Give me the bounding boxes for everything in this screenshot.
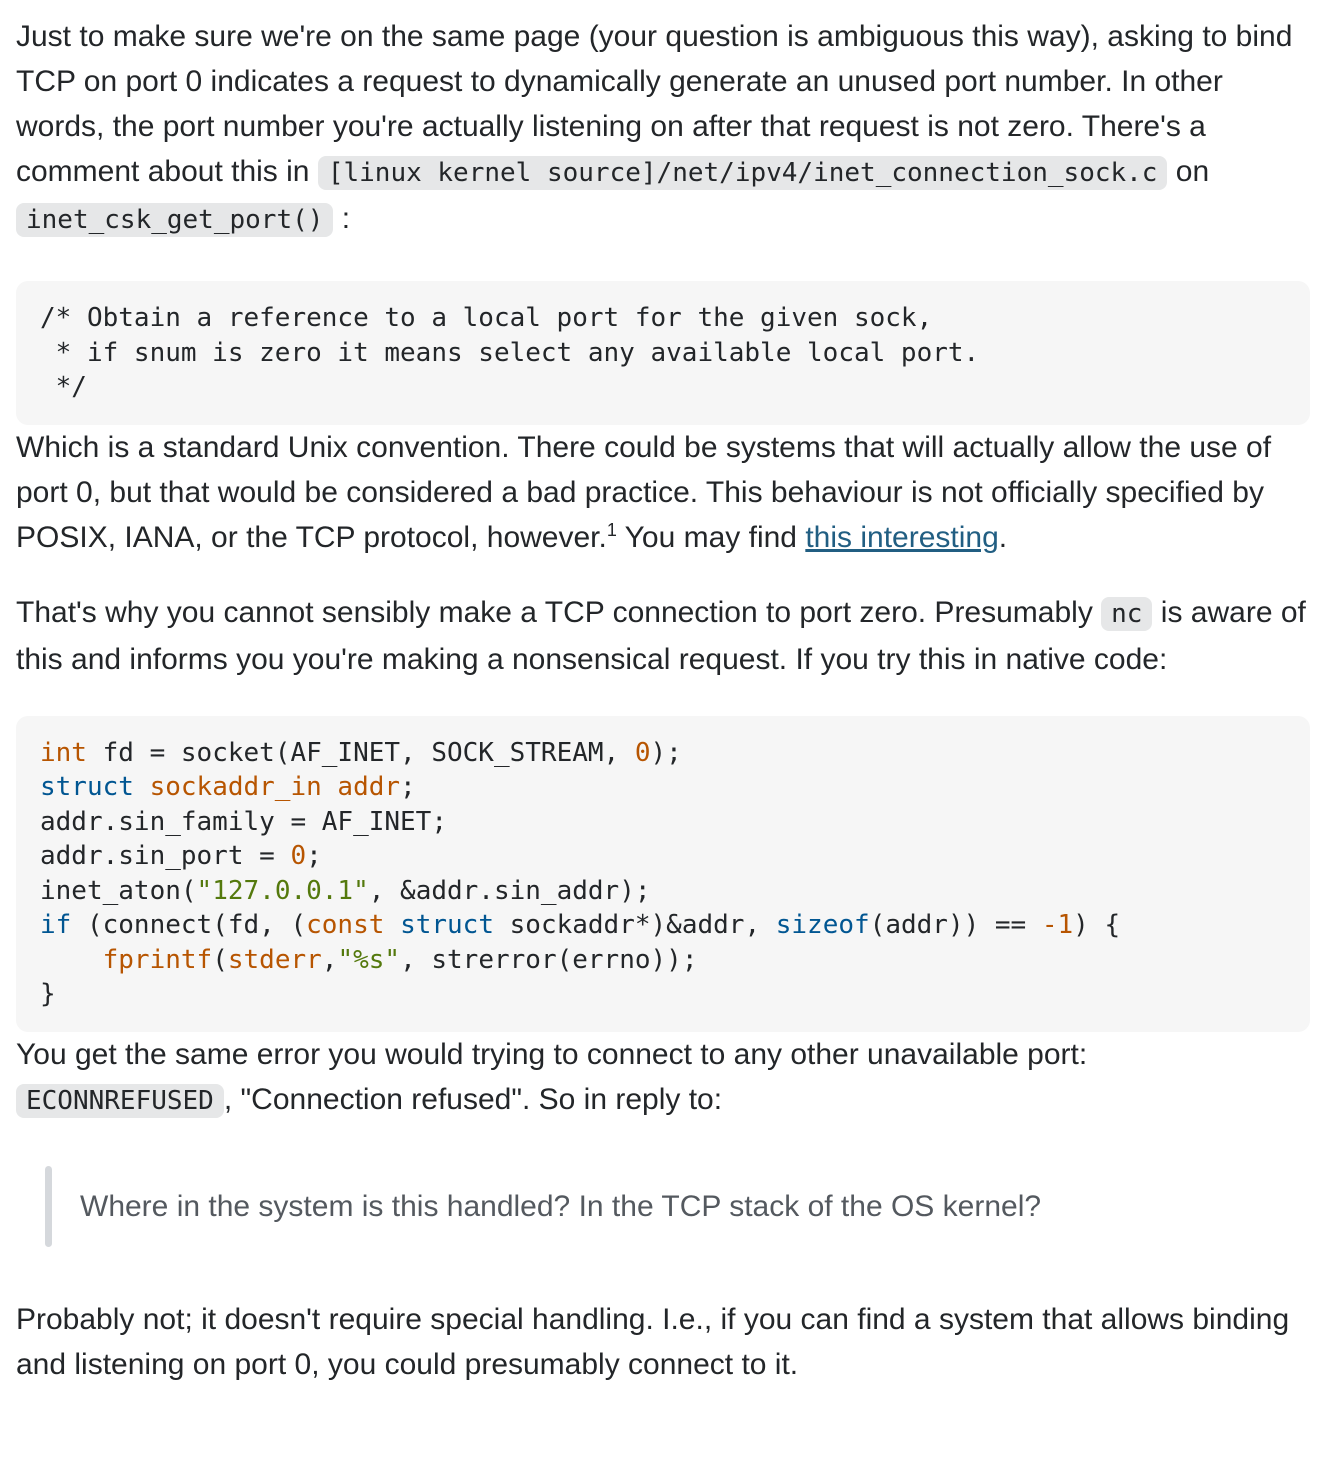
code-line: addr.sin_family = AF_INET; — [40, 806, 447, 837]
inline-code-econnrefused: ECONNREFUSED — [16, 1084, 224, 1118]
code-line: /* Obtain a reference to a local port for the given sock, — [40, 303, 933, 333]
code-line: struct sockaddr_in addr; — [40, 772, 416, 802]
code-block-kernel-comment — [16, 281, 1310, 425]
code-line: addr.sin_port = 0; — [40, 841, 322, 871]
code-line: int fd = socket(AF_INET, SOCK_STREAM, 0); — [40, 737, 682, 768]
paragraph-nc: That's why you cannot sensibly make a TCP connection to port zero. Presumably nc is aware of this and informs you you're making a nonsensical request. If you try this in native code: — [16, 595, 1306, 676]
footnote-ref: 1 — [606, 519, 617, 540]
code-block-c-example — [16, 716, 1310, 1032]
inline-code-nc: nc — [1101, 597, 1152, 631]
paragraph-econnrefused: You get the same error you would trying to connect to any other unavailable port: ECONNREFUSED , "Connection refused". So in reply to: — [16, 1037, 1088, 1116]
paragraph-intro: Just to make sure we're on the same page (your question is ambiguous this way), asking to bind TCP on port 0 indicates a request to dynamically generate an unused port number. In other words, the port number you're actually listening on after that request is not zero. There's a comment about this in [linux kernel source]/net/ipv4/inet_connection_sock.c on inet_csk_get_port() : — [16, 20, 1293, 235]
code-line: if (connect(fd, (const struct sockaddr*)&addr, sizeof(addr)) == -1) { — [40, 910, 1121, 940]
code-line: fprintf(stderr,"%s", strerror(errno)); — [102, 944, 698, 975]
code-line: } — [40, 979, 56, 1009]
paragraph-unix-convention: Which is a standard Unix convention. There could be systems that will actually allow the use of port 0, but that would be considered a bad practice. This behaviour is not officially specified by POSIX, IANA, or the TCP protocol, however.$^1$ You may find this interesting. — [16, 430, 1272, 554]
quote-text: Where in the system is this handled? In the TCP stack of the OS kernel? — [80, 1189, 1042, 1223]
link-this-interesting[interactable]: this interesting — [805, 520, 999, 554]
code-line: inet_aton("127.0.0.1", &addr.sin_addr); — [40, 875, 651, 906]
quote-bar — [45, 1166, 52, 1247]
code-line: */ — [40, 372, 87, 402]
inline-code-kernel-path: [linux kernel source]/net/ipv4/inet_connection_sock.c — [318, 156, 1168, 190]
inline-code-inet-csk-get-port: inet_csk_get_port() — [16, 203, 333, 237]
blockquote-question — [45, 1166, 1310, 1247]
paragraph-conclusion: Probably not; it doesn't require special handling. I.e., if you can find a system that allows binding and listening on port 0, you could presumably connect to it. — [16, 1302, 1290, 1381]
code-line: * if snum is zero it means select any available local port. — [40, 337, 980, 368]
